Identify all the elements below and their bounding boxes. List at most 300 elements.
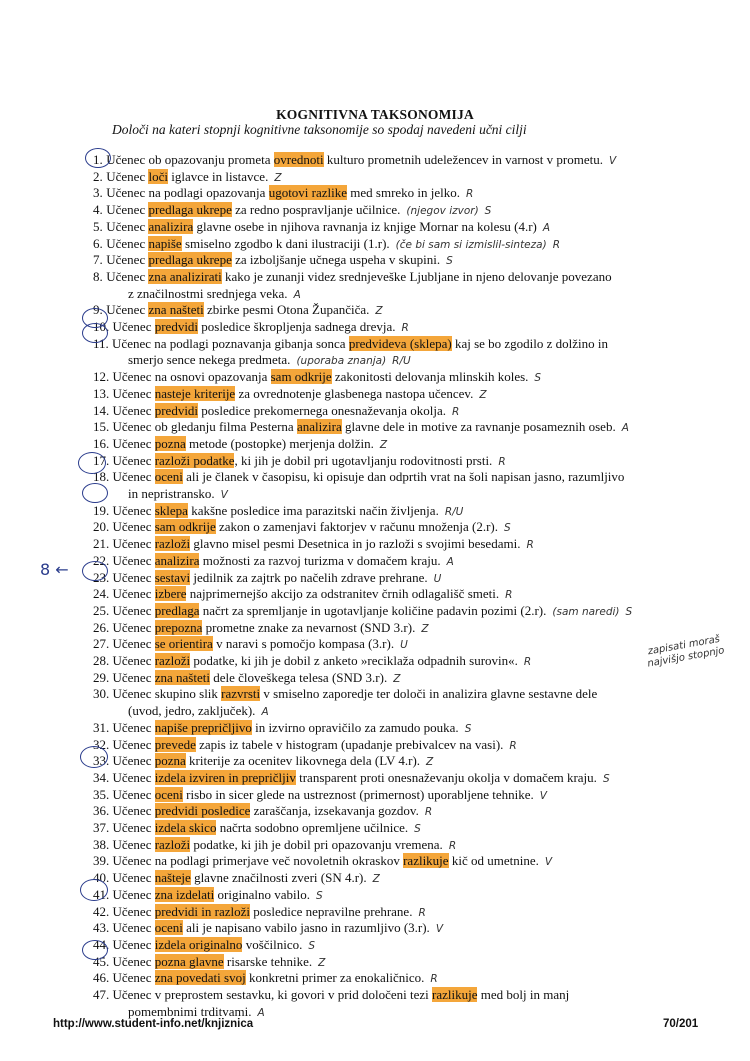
item-text: Učenec ob opazovanju prometa	[106, 152, 274, 167]
footer-page-number: 70/201	[663, 1018, 699, 1030]
highlighted-verb: sestavi	[154, 569, 191, 585]
item-number: 42.	[93, 903, 110, 919]
list-item	[93, 336, 608, 351]
item-text-rest: med bolj in manj	[477, 987, 570, 1002]
item-text-rest: posledice nepravilne prehrane.	[250, 903, 413, 919]
list-item	[128, 703, 269, 720]
arrow-left-icon: 8 ←	[40, 560, 69, 579]
item-number: 14.	[93, 402, 110, 418]
list-item	[93, 219, 550, 236]
list-item	[93, 570, 441, 587]
list-item	[128, 286, 301, 303]
item-text: Učenec	[112, 970, 155, 986]
handwritten-level-mark: A	[446, 555, 454, 568]
list-item	[93, 152, 616, 169]
circle-mark	[78, 452, 106, 474]
item-text-rest: za redno pospravljanje učilnice.	[231, 202, 401, 218]
item-text: Učenec na podlagi primerjave več novoletnih okraskov	[112, 853, 404, 869]
item-text: z značilnostmi srednjega veka.	[128, 285, 288, 301]
item-text-rest: posledice škropljenja sadnega drevja.	[198, 319, 396, 334]
highlighted-verb: izbere	[154, 586, 187, 602]
highlighted-verb: oceni	[154, 920, 183, 936]
list-item	[93, 536, 534, 553]
item-number: 19.	[93, 502, 110, 518]
item-number: 29.	[93, 669, 110, 685]
item-text: Učenec	[112, 920, 155, 936]
item-text: Učenec	[112, 519, 155, 535]
handwritten-level-mark: U	[433, 572, 442, 585]
handwritten-level-mark: Z	[375, 305, 383, 318]
page-title: KOGNITIVNA TAKSONOMIJA	[276, 107, 474, 122]
highlighted-verb: predlaga	[154, 602, 200, 618]
list-item	[93, 853, 552, 870]
item-text: Učenec	[112, 736, 155, 752]
list-item	[93, 904, 426, 921]
item-text-rest: voščilnico.	[242, 936, 303, 952]
item-number: 23.	[93, 569, 110, 585]
item-text-rest: podatke, ki jih je dobil z anketo »reciklaža odpadnih surovin«.	[190, 653, 518, 668]
item-text: Učenec	[106, 235, 149, 251]
item-number: 21.	[93, 536, 110, 552]
item-number: 28.	[93, 653, 110, 668]
list-item	[93, 169, 282, 186]
handwritten-level-mark: R	[430, 973, 438, 986]
item-text-rest: ali je napisano vabilo jasno in razumljivo (3.r).	[182, 920, 430, 936]
item-text: Učenec	[112, 435, 155, 451]
item-number: 33.	[93, 753, 110, 769]
item-text: pomembnimi trditvami.	[128, 1003, 252, 1019]
handwritten-note: (sam naredi)	[552, 605, 620, 618]
highlighted-verb: zna povedati svoj	[154, 970, 246, 986]
item-text-rest: iglavce in listavce.	[167, 168, 269, 184]
list-item	[93, 620, 429, 637]
list-item	[93, 436, 387, 453]
circle-mark	[82, 561, 108, 581]
handwritten-level-mark: A	[293, 288, 301, 301]
item-text-rest: zbirke pesmi Otona Župančiča.	[203, 302, 370, 318]
list-item	[93, 603, 632, 620]
item-text: Učenec	[112, 619, 155, 635]
handwritten-level-mark: S	[315, 889, 323, 902]
handwritten-level-mark: A	[261, 706, 269, 719]
list-item	[93, 653, 531, 670]
item-text-rest: kriterije za ocenitev likovnega dela (LV 4.r).	[185, 753, 421, 769]
handwritten-note: (uporaba znanja)	[296, 355, 387, 368]
item-number: 37.	[93, 820, 110, 835]
handwritten-level-mark: U	[400, 639, 408, 652]
highlighted-verb: predvideva (sklepa)	[348, 335, 452, 351]
highlighted-verb: razloži	[154, 653, 191, 668]
page-subtitle: Določi na kateri stopnji kognitivne taksonomije so spodaj navedeni učni cilji	[112, 122, 527, 137]
highlighted-verb: ugotovi razlike	[268, 185, 348, 201]
item-text: Učenec	[112, 586, 155, 602]
item-text: Učenec	[106, 268, 149, 284]
item-number: 10.	[93, 319, 110, 334]
item-number: 25.	[93, 602, 110, 618]
highlighted-verb: loči	[148, 168, 168, 184]
item-number: 35.	[93, 786, 110, 802]
item-text: Učenec	[112, 569, 155, 585]
handwritten-note: (njegov izvor)	[406, 205, 479, 218]
highlighted-verb: predvidi	[154, 402, 199, 418]
highlighted-verb: pozna	[154, 753, 186, 769]
list-item	[93, 870, 380, 887]
item-text: Učenec	[112, 402, 155, 418]
highlighted-verb: nasteje kriterije	[154, 385, 236, 401]
item-text: Učenec	[112, 552, 155, 568]
list-item	[93, 954, 325, 971]
highlighted-verb: predlaga ukrepe	[148, 252, 232, 268]
highlighted-verb: napiše prepričljivo	[154, 719, 252, 735]
item-text: Učenec	[112, 452, 155, 468]
list-item	[93, 737, 517, 754]
item-number: 30.	[93, 686, 110, 702]
item-text-rest: v smiselno zaporedje ter določi in analizira glavne sestavne dele	[260, 686, 598, 702]
highlighted-verb: predvidi in razloži	[154, 903, 251, 919]
item-number: 12.	[93, 369, 110, 385]
item-text: Učenec	[106, 302, 149, 318]
item-text: Učenec	[112, 769, 155, 785]
item-number: 44.	[93, 936, 110, 952]
highlighted-verb: ovrednoti	[273, 152, 324, 167]
handwritten-level-mark: Z	[379, 438, 388, 451]
handwritten-level-mark: A	[257, 1006, 265, 1019]
highlighted-verb: razloži podatke	[154, 452, 235, 468]
list-item	[93, 887, 323, 904]
handwritten-level-mark: V	[539, 789, 547, 802]
item-text: Učenec	[112, 502, 155, 518]
list-item	[93, 937, 315, 954]
list-item	[93, 469, 624, 484]
item-text: Učenec	[112, 803, 155, 819]
handwritten-level-mark: V	[220, 489, 228, 501]
highlighted-verb: analizira	[154, 552, 200, 568]
list-item	[93, 453, 506, 470]
highlighted-verb: oceni	[154, 469, 183, 485]
item-text-rest: načrta sodobno opremljene učilnice.	[216, 820, 409, 835]
handwritten-level-mark: R	[418, 906, 426, 919]
item-text: Učenec	[106, 252, 149, 268]
circle-mark	[82, 940, 108, 960]
item-number: 20.	[93, 519, 110, 535]
highlighted-verb: sam odkrije	[270, 369, 332, 385]
item-number: 43.	[93, 920, 110, 936]
handwritten-level-mark: R	[498, 455, 506, 468]
item-text: Učenec	[112, 653, 155, 668]
highlighted-verb: analizira	[296, 419, 342, 435]
item-text-rest: kulturo prometnih udeležencev in varnost v prometu.	[323, 152, 603, 167]
highlighted-verb: predvidi	[154, 319, 199, 334]
item-text: Učenec	[106, 202, 149, 218]
handwritten-note: (če bi sam si izmislil-sinteza)	[395, 238, 547, 251]
item-text: Učenec	[112, 886, 155, 902]
item-text-rest: kič od umetnine.	[448, 853, 539, 869]
item-text: Učenec skupino slik	[112, 686, 222, 702]
item-number: 45.	[93, 953, 110, 969]
list-item	[93, 269, 612, 284]
item-text: Učenec	[106, 218, 149, 234]
item-text: Učenec na podlagi poznavanja gibanja sonca	[112, 335, 349, 351]
list-item	[93, 202, 491, 219]
list-item	[93, 787, 547, 804]
item-number: 9.	[93, 302, 103, 318]
item-number: 40.	[93, 870, 110, 886]
list-item	[93, 670, 400, 687]
highlighted-verb: izdela originalno	[154, 936, 243, 952]
list-item	[93, 920, 443, 937]
handwritten-level-mark: R	[523, 656, 532, 668]
highlighted-verb: izdela skico	[154, 820, 217, 835]
highlighted-verb: prevede	[154, 736, 196, 752]
item-text: Učenec	[112, 953, 155, 969]
item-text: Učenec	[106, 168, 149, 184]
item-text: Učenec	[112, 786, 155, 802]
item-text-rest: najprimernejšo akcijo za odstranitev črnih odlagališč smeti.	[186, 586, 500, 602]
handwritten-level-mark: S	[504, 522, 511, 535]
footer-url: http://www.student-info.net/knjiznica	[53, 1018, 254, 1030]
highlighted-verb: sam odkrije	[154, 519, 216, 535]
list-item	[93, 803, 432, 820]
item-text-rest: transparent proti onesnaževanju okolja v domačem kraju.	[295, 769, 597, 785]
list-item	[93, 386, 487, 403]
item-text-rest: kako je zunanji videz srednjeveške Ljubljane in njeno delovanje povezano	[221, 268, 612, 284]
item-text: Učenec na osnovi opazovanja	[112, 369, 271, 385]
item-text-rest: med smreko in jelko.	[347, 185, 461, 201]
item-text-rest: , ki jih je dobil pri ugotavljanju rodovitnosti prsti.	[234, 452, 493, 468]
item-text-rest: ali je članek v časopisu, ki opisuje dan odprtih vrat na šoli napisan jasno, razumljivo	[182, 469, 625, 485]
highlighted-verb: razloži	[154, 536, 191, 552]
handwritten-level-mark: S	[308, 939, 316, 952]
item-text-rest: kakšne posledice ima parazitski način življenja.	[187, 502, 439, 518]
item-text-rest: za izboljšanje učnega uspeha v skupini.	[231, 252, 441, 268]
item-number: 18.	[93, 469, 110, 485]
list-item	[93, 185, 473, 202]
item-text: Učenec	[112, 536, 155, 552]
item-text-rest: podatke, ki jih je dobil pri opazovanju vremena.	[190, 836, 443, 852]
handwritten-level-mark: R	[424, 806, 433, 819]
circle-mark	[82, 483, 108, 503]
item-text-rest: glavne značilnosti zveri (SN 4.r).	[190, 870, 367, 886]
handwritten-level-mark: Z	[372, 873, 380, 886]
item-text: Učenec na podlagi opazovanja	[106, 185, 269, 201]
highlighted-verb: napiše	[148, 235, 182, 251]
handwritten-level-mark: R/U	[392, 355, 411, 368]
list-item	[93, 636, 408, 653]
highlighted-verb: zna analizirati	[148, 268, 222, 284]
highlighted-verb: pozna glavne	[154, 953, 224, 969]
list-item	[93, 686, 597, 701]
item-text-rest: posledice prekomernega onesnaževanja okolja.	[198, 402, 447, 418]
item-text: Učenec	[112, 870, 155, 886]
list-item	[93, 820, 421, 837]
item-text: in nepristransko.	[128, 486, 215, 501]
list-item	[93, 970, 438, 987]
item-number: 36.	[93, 803, 110, 819]
list-item	[93, 319, 409, 336]
handwritten-level-mark: S	[625, 605, 633, 618]
list-item	[93, 403, 459, 420]
item-text-rest: smiselno zgodbo k dani ilustraciji (1.r).	[181, 235, 390, 251]
item-text: Učenec	[112, 820, 155, 835]
item-text-rest: zapis iz tabele v histogram (upadanje prebivalcev na vasi).	[195, 736, 504, 752]
highlighted-verb: predvidi posledice	[154, 803, 251, 819]
item-number: 7.	[93, 252, 103, 268]
circle-mark	[82, 323, 108, 343]
item-text-rest: možnosti za razvoj turizma v domačem kraju.	[199, 552, 441, 568]
item-text-rest: risarske tehnike.	[223, 953, 313, 969]
item-text-rest: prometne znake za nevarnost (SND 3.r).	[202, 619, 416, 635]
handwritten-level-mark: Z	[318, 956, 326, 969]
list-item	[93, 503, 463, 520]
item-number: 32.	[93, 736, 110, 752]
highlighted-verb: sklepa	[154, 502, 188, 518]
handwritten-level-mark: A	[542, 221, 551, 234]
item-text-rest: jedilnik za zajtrk po načelih zdrave prehrane.	[190, 569, 428, 585]
highlighted-verb: našteje	[154, 870, 191, 886]
handwritten-level-mark: Z	[274, 171, 282, 184]
item-text: Učenec	[112, 669, 155, 685]
handwritten-level-mark: Z	[479, 388, 487, 401]
item-number: 41.	[93, 886, 110, 902]
item-number: 38.	[93, 836, 110, 852]
item-text: smerjo sence nekega predmeta.	[128, 352, 291, 368]
item-text-rest: glavne dele in motive za ravnanje posameznih oseb.	[341, 419, 616, 435]
list-item	[93, 419, 629, 436]
item-number: 22.	[93, 552, 110, 568]
item-text: Učenec	[112, 836, 155, 852]
circle-mark	[85, 148, 111, 168]
item-number: 11.	[93, 335, 109, 351]
highlighted-verb: se orientira	[154, 636, 213, 652]
circle-mark	[80, 879, 108, 901]
handwritten-level-mark: A	[621, 422, 629, 435]
item-text-rest: zakon o zamenjavi faktorjev v računu množenja (2.r).	[215, 519, 499, 535]
list-item	[93, 837, 456, 854]
list-item	[93, 252, 453, 269]
handwritten-level-mark: R	[552, 238, 560, 251]
item-text-rest: za ovrednotenje glasbenega nastopa učencev.	[235, 385, 474, 401]
circle-mark	[80, 746, 108, 768]
item-text: Učenec	[112, 602, 155, 618]
item-number: 27.	[93, 636, 110, 652]
item-text: Učenec	[112, 636, 155, 652]
item-number: 47.	[93, 987, 110, 1002]
handwritten-level-mark: S	[414, 823, 421, 835]
item-text: Učenec	[112, 469, 155, 485]
handwritten-level-mark: V	[609, 155, 617, 167]
item-text-rest: metode (postopke) merjenja dolžin.	[185, 435, 374, 451]
item-text: Učenec	[112, 719, 155, 735]
item-text-rest: dele človeškega telesa (SND 3.r).	[209, 669, 388, 685]
list-item	[93, 770, 610, 787]
handwritten-level-mark: R	[509, 739, 517, 752]
item-number: 13.	[93, 385, 110, 401]
item-text-rest: zaraščanja, izsekavanja gozdov.	[250, 803, 419, 819]
handwritten-level-mark: Z	[426, 756, 434, 769]
highlighted-verb: predlaga ukrepe	[148, 202, 232, 218]
item-number: 24.	[93, 586, 110, 602]
highlighted-verb: razlikuje	[432, 987, 478, 1002]
item-number: 16.	[93, 435, 110, 451]
handwritten-level-mark: R	[452, 405, 460, 418]
item-text: Učenec	[112, 319, 155, 334]
highlighted-verb: razloži	[154, 836, 191, 852]
item-number: 39.	[93, 853, 110, 869]
item-number: 2.	[93, 168, 103, 184]
highlighted-verb: razvrsti	[221, 686, 261, 702]
item-text: Učenec	[112, 753, 155, 769]
item-text: Učenec	[112, 903, 155, 919]
handwritten-level-mark: Z	[421, 622, 429, 635]
item-number: 34.	[93, 769, 110, 785]
highlighted-verb: pozna	[154, 435, 186, 451]
handwritten-level-mark: Z	[393, 672, 401, 685]
item-text: Učenec v preprostem sestavku, ki govori v prid določeni tezi	[112, 987, 432, 1002]
item-number: 3.	[93, 185, 103, 201]
list-item	[128, 352, 411, 369]
handwritten-level-mark: S	[602, 772, 610, 785]
item-text-rest: originalno vabilo.	[214, 886, 310, 902]
list-item	[93, 753, 433, 770]
item-text-rest: in izvirno opravičilo za zamudo pouka.	[251, 719, 459, 735]
item-number: 17.	[93, 452, 110, 468]
item-number: 5.	[93, 218, 103, 234]
item-number: 6.	[93, 235, 103, 251]
list-item	[93, 586, 512, 603]
list-item	[93, 302, 383, 319]
handwritten-level-mark: S	[484, 205, 492, 218]
list-item	[93, 987, 569, 1002]
item-text: Učenec	[112, 936, 155, 952]
list-item	[128, 486, 228, 503]
item-text-rest: zakonitosti delovanja mlinskih koles.	[331, 369, 529, 385]
item-text: Učenec ob gledanju filma Pesterna	[112, 419, 297, 435]
item-text-rest: kaj se bo zgodilo z dolžino in	[451, 335, 609, 351]
list-item	[93, 236, 560, 253]
highlighted-verb: zna izdelati	[154, 886, 215, 902]
item-text-rest: risbo in sicer glede na ustreznost (primernost) uporabljene tehnike.	[182, 786, 534, 802]
highlighted-verb: prepozna	[154, 619, 203, 635]
handwritten-level-mark: S	[464, 722, 472, 735]
handwritten-level-mark: R	[526, 539, 534, 552]
item-text-rest: načrt za spremljanje in ugotavljanje količine padavin pozimi (2.r).	[199, 602, 547, 618]
item-text-rest: v naravi s pomočjo kompasa (3.r).	[212, 636, 395, 652]
item-number: 31.	[93, 719, 110, 735]
handwritten-side-note: zapisati moraš najvišjo stopnjo	[646, 633, 726, 670]
item-text: Učenec	[112, 385, 155, 401]
item-number: 15.	[93, 419, 110, 435]
item-text-rest: glavne osebe in njihova ravnanja iz knjige Mornar na kolesu (4.r)	[193, 218, 537, 234]
list-item	[93, 553, 454, 570]
item-number: 1.	[93, 152, 103, 167]
item-text: (uvod, jedro, zaključek).	[128, 703, 256, 719]
list-item	[93, 369, 541, 386]
item-number: 46.	[93, 970, 110, 986]
handwritten-level-mark: S	[446, 255, 453, 268]
handwritten-level-mark: R	[401, 322, 409, 334]
handwritten-level-mark: R	[505, 589, 513, 602]
item-text-rest: konkretni primer za enokaličnico.	[245, 970, 425, 986]
handwritten-level-mark: S	[534, 372, 542, 385]
handwritten-level-mark: R	[466, 188, 474, 201]
item-number: 4.	[93, 202, 103, 218]
item-number: 26.	[93, 619, 110, 635]
highlighted-verb: oceni	[154, 786, 183, 802]
handwritten-level-mark: R/U	[444, 505, 464, 518]
highlighted-verb: analizira	[148, 218, 194, 234]
highlighted-verb: zna našteti	[154, 669, 210, 685]
highlighted-verb: zna našteti	[148, 302, 204, 318]
